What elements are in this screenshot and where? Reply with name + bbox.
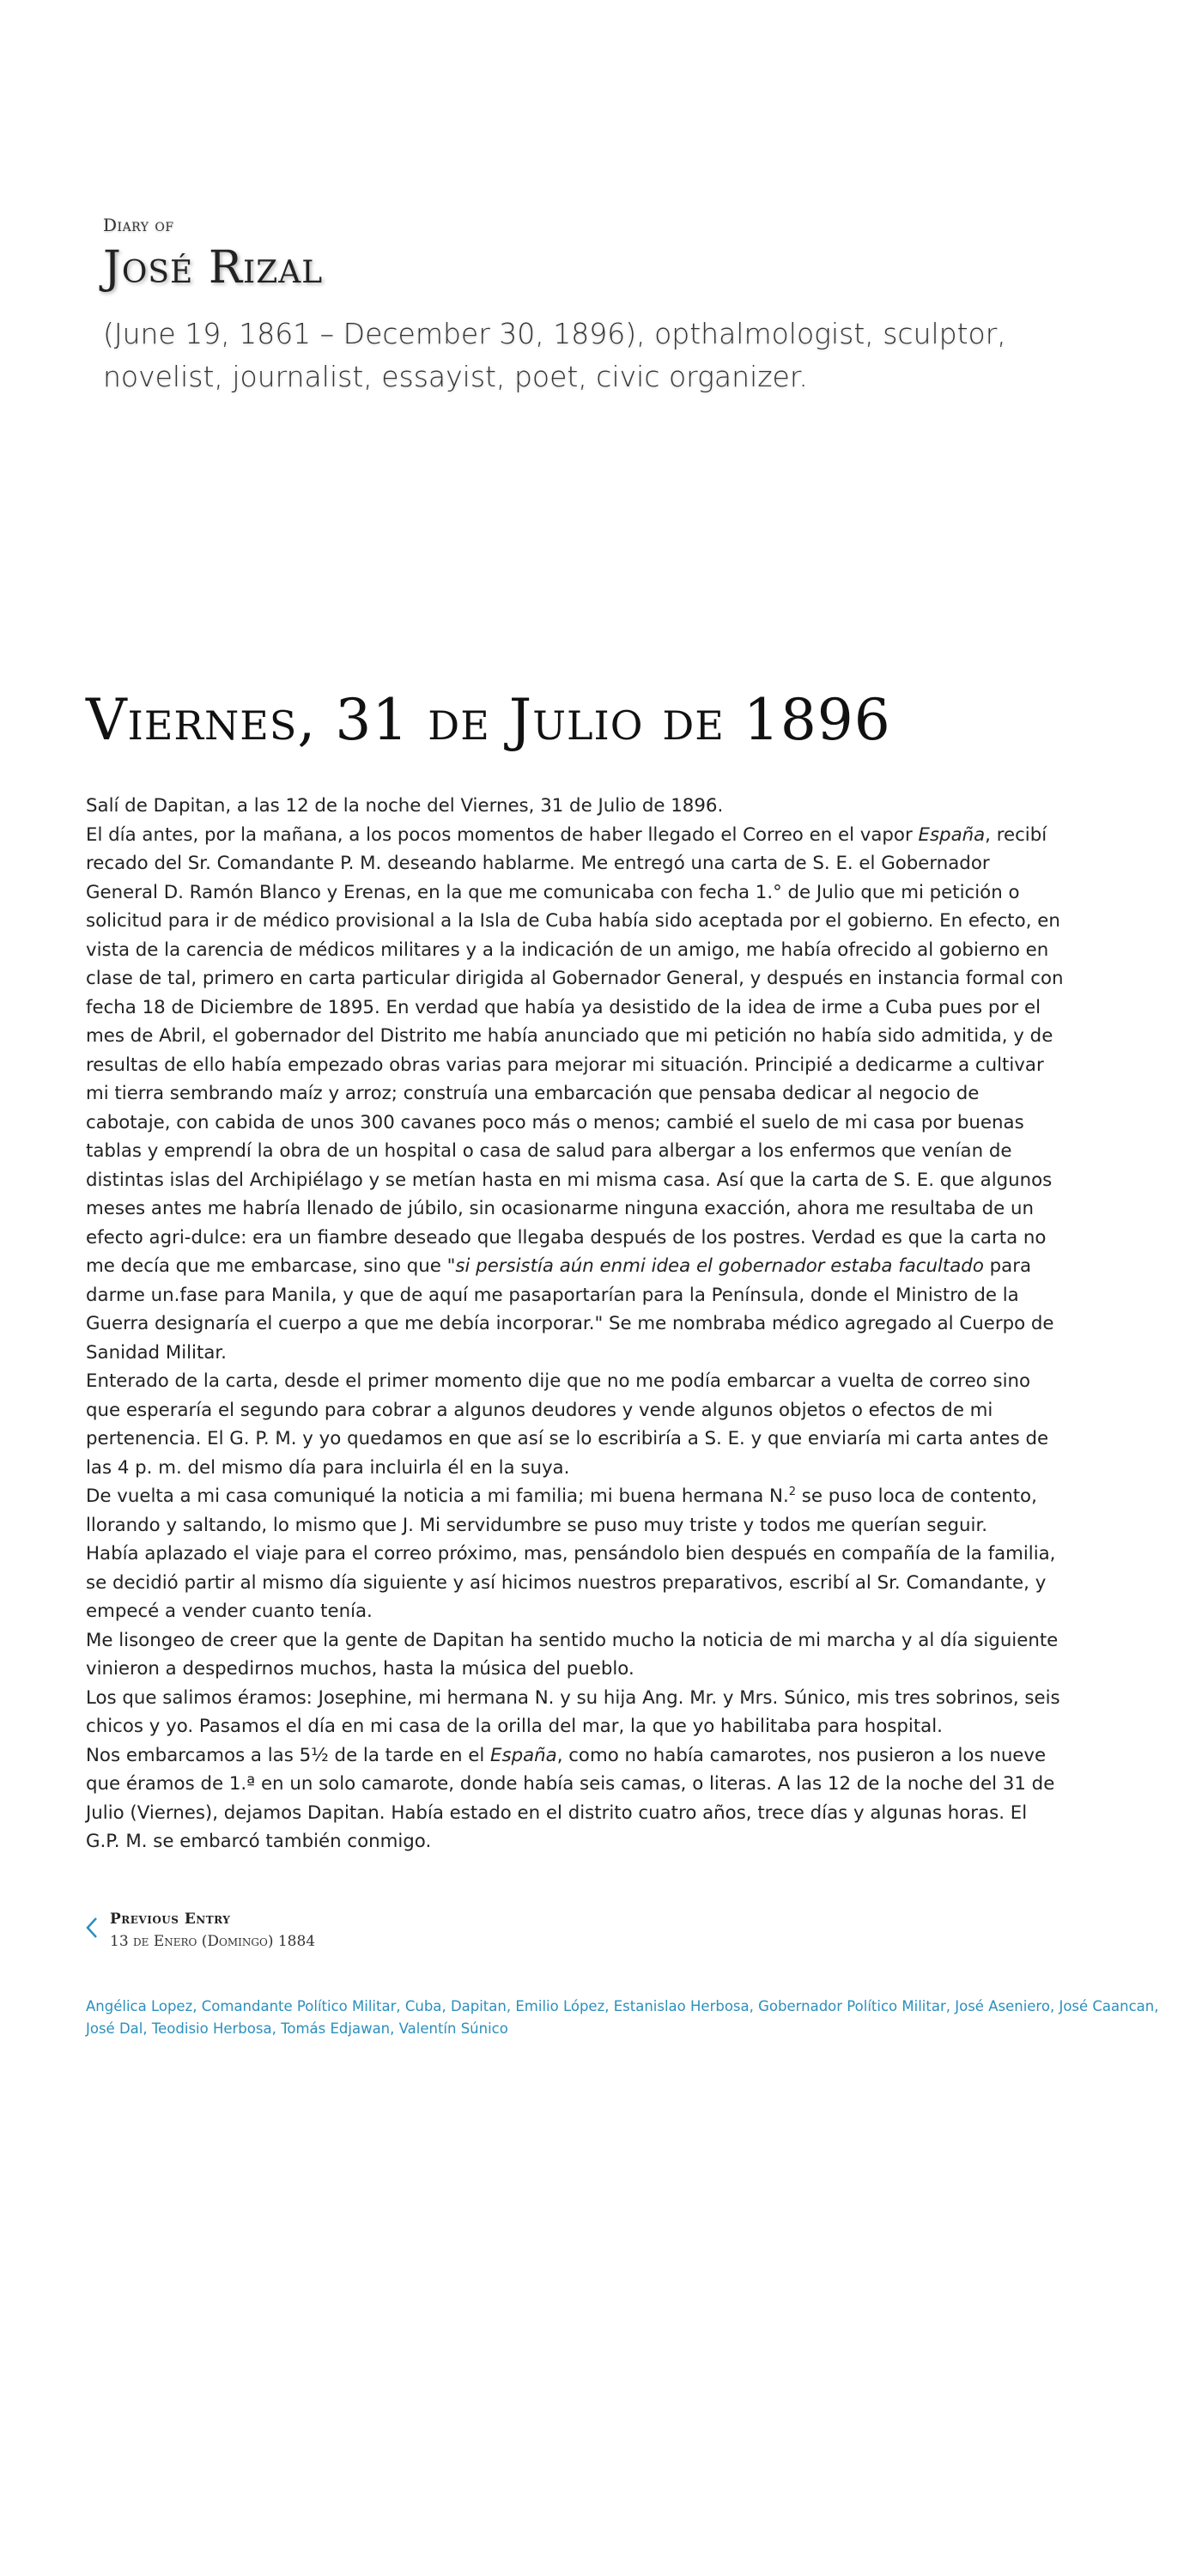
site-header: [103, 215, 1116, 398]
tag-link[interactable]: Estanislao Herbosa: [613, 1998, 750, 2014]
tag-link[interactable]: Comandante Político Militar: [201, 1998, 397, 2014]
tag-separator: ,: [143, 2020, 152, 2037]
tag-separator: ,: [749, 1998, 759, 2014]
ship-name: España: [918, 823, 986, 846]
previous-entry-label: Previous Entry: [110, 1911, 231, 1928]
previous-entry-title[interactable]: 13 de Enero (Domingo) 1884: [110, 1933, 316, 1950]
entry-text: Nos embarcamos a las 5½ de la tarde en el: [86, 1744, 491, 1766]
entry-paragraph: Me lisongeo de creer que la gente de Dapitan ha sentido mucho la noticia de mi marcha y al día siguiente vinieron a despedirnos muchos, hasta la música del pueblo.: [86, 1629, 1059, 1680]
tag-separator: ,: [441, 1998, 451, 2014]
entry-text: , recibí recado del Sr. Comandante P. M. deseando hablarme. Me entregó una carta de S. E. el Gobernador General D. Ramón Blanco y Erenas, en la que me comunicaba con fecha 1.° de Julio que mi petición o solicitud para ir de médico provisional a la Isla de Cuba había sido aceptada por el gobierno. En efecto, en vista de la carencia de médicos militares y a la indicación de un amigo, me había ofrecido al gobierno en clase de tal, primero en carta particular dirigida al Gobernador General, y después en instancia formal con fecha 18 de Diciembre de 1895. En verdad que había ya desistido de la idea de irme a Cuba pues por el mes de Abril, el gobernador del Distrito me había anunciado que mi petición no había sido admitida, y de resultas de ello había empezado obras varias para mejorar mi situación. Principié a dedicarme a cultivar mi tierra sembrando maíz y arroz; construía una embarcación que pensaba dedicar al negocio de cabotaje, con cabida de unos 300 cavanes poco más o menos; cambié el suelo de mi casa por buenas tablas y emprendí la obra de un hospital o casa de salud para albergar a los enfermos que venían de distintas islas del Archipiélago y se metían hasta en mi misma casa. Así que la carta de S. E. que algunos meses antes me habría llenado de júbilo, sin ocasionarme ninguna exacción, ahora me resultaba de un efecto agri-dulce: era un fiambre deseado que llegaba después de los postres. Verdad es que la carta no me decía que me embarcase, sino que: [86, 823, 1064, 1277]
tag-separator: ,: [506, 1998, 516, 2014]
tag-link[interactable]: Gobernador Político Militar: [758, 1998, 946, 2014]
ship-name: España: [490, 1744, 557, 1766]
tag-link[interactable]: José Caancan: [1059, 1998, 1155, 2014]
entry-paragraph: Había aplazado el viaje para el correo próximo, mas, pensándolo bien después en compañía de la familia, se decidió partir al mismo día siguiente y así hicimos nuestros preparativos, escribí al Sr. Comandante, y empecé a vender cuanto tenía.: [86, 1543, 1056, 1622]
entry-text: se puso loca de contento, llorando y saltando, lo mismo que J. Mi servidumbre se puso muy triste y todos me querían seguir.: [86, 1485, 1037, 1536]
tag-separator: ,: [390, 2020, 399, 2037]
previous-entry-link[interactable]: [86, 1911, 315, 1950]
chevron-left-icon: [86, 1914, 98, 1948]
entry-paragraph: Salí de Dapitan, a las 12 de la noche del Viernes, 31 de Julio de 1896.: [86, 795, 724, 817]
tag-separator: ,: [396, 1998, 405, 2014]
site-kicker: Diary of: [103, 215, 174, 235]
letter-quote: "si persistía aún enmi idea el gobernador estaba facultado: [446, 1255, 984, 1277]
tag-link[interactable]: Dapitan: [450, 1998, 507, 2014]
entry-paragraph: Enterado de la carta, desde el primer momento dije que no me podía embarcar a vuelta de correo sino que esperaría el segundo para cobrar a algunos deudores y vende algunos objetos o efectos de mi pertenencia. El G. P. M. y yo quedamos en que así se lo escribiría a S. E. y que enviaría mi carta antes de las 4 p. m. del mismo día para incluirla él en la suya.: [86, 1370, 1049, 1479]
tag-link[interactable]: José Dal: [86, 2020, 143, 2037]
tag-separator: ,: [604, 1998, 614, 2014]
entry-paragraph: [86, 821, 1065, 1368]
footnote-mark: 2: [788, 1485, 796, 1498]
tag-separator: ,: [945, 1998, 956, 2014]
tag-separator: ,: [271, 2020, 282, 2037]
tag-separator: ,: [1049, 1998, 1059, 2014]
entry-text: para darme un.fase para Manila, y que de aquí me pasaportarían para la Península, donde el Ministro de la Guerra designaría el cuerpo a que me debía incorporar." Se me nombraba médico agregado al Cuerpo de Sanidad Militar.: [86, 1255, 1054, 1364]
tag-link[interactable]: Teodisio Herbosa: [151, 2020, 272, 2037]
site-tagline: (June 19, 1861 – December 30, 1896), opthalmologist, sculptor, novelist, journalist, essayist, poet, civic organizer.: [103, 317, 1006, 393]
tag-separator: ,: [1154, 1998, 1159, 2014]
entry-paragraph: Los que salimos éramos: Josephine, mi hermana N. y su hija Ang. Mr. y Mrs. Súnico, mis tres sobrinos, seis chicos y yo. Pasamos el día en mi casa de la orilla del mar, la que yo habilitaba para hospital.: [86, 1686, 1060, 1737]
tag-link[interactable]: Tomás Edjawan: [281, 2020, 391, 2037]
tag-link[interactable]: Valentín Súnico: [398, 2020, 508, 2037]
entry-text: De vuelta a mi casa comuniqué la noticia a mi familia; mi buena hermana N.: [86, 1485, 789, 1507]
entry-body: [86, 792, 1065, 1856]
entry-text: , como no había camarotes, nos pusieron a los nueve que éramos de 1.ª en un solo camarote, donde había seis camas, o literas. A las 12 de la noche del 31 de Julio (Viernes), dejamos Dapitan. Había estado en el distrito cuatro años, trece días y algunas horas. El G.P. M. se embarcó también conmigo.: [86, 1744, 1055, 1852]
previous-entry-text: [110, 1911, 315, 1950]
site-title[interactable]: José Rizal: [103, 242, 324, 294]
tag-link[interactable]: Angélica Lopez: [86, 1998, 193, 2014]
entry-paragraph: [86, 1482, 1065, 1540]
entry-paragraph: [86, 1741, 1065, 1856]
tag-link[interactable]: José Aseniero: [955, 1998, 1050, 2014]
entry-text: El día antes, por la mañana, a los pocos momentos de haber llegado el Correo en el vapor: [86, 823, 919, 846]
tag-separator: ,: [192, 1998, 202, 2014]
entry-title: Viernes, 31 de Julio de 1896: [86, 687, 891, 753]
tag-link[interactable]: Cuba: [404, 1998, 442, 2014]
tag-list: [86, 1996, 1185, 2040]
tag-link[interactable]: Emilio López: [515, 1998, 605, 2014]
